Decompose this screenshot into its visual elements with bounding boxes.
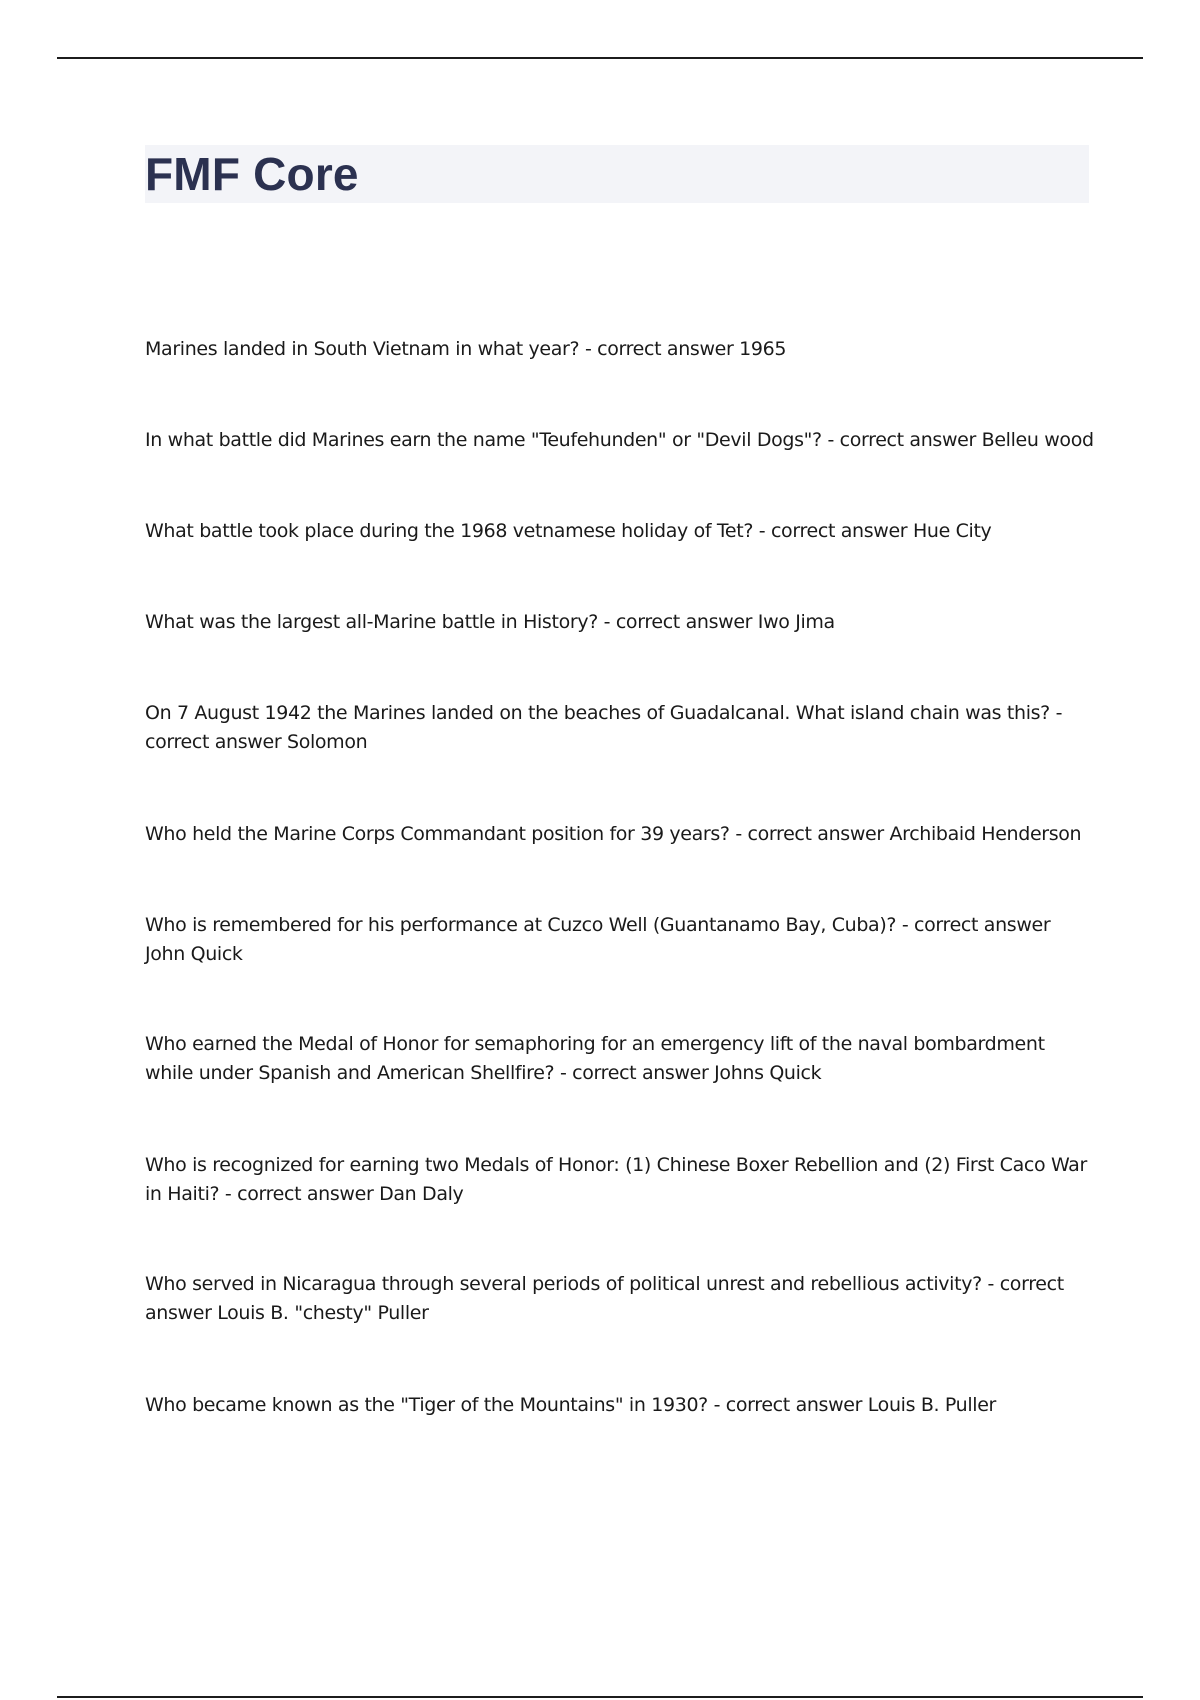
- qa-item-8: Who earned the Medal of Honor for semaphoring for an emergency lift of the naval bombardment while under Spanish and American Shellfire? - correct answer Johns Quick: [145, 1033, 1045, 1084]
- qa-item-1: Marines landed in South Vietnam in what year? - correct answer 1965: [145, 338, 787, 360]
- qa-item-3: What battle took place during the 1968 vetnamese holiday of Tet? - correct answer Hue City: [145, 520, 992, 542]
- qa-item-6: Who held the Marine Corps Commandant position for 39 years? - correct answer Archibaid Henderson: [145, 823, 1082, 845]
- qa-item-5: On 7 August 1942 the Marines landed on the beaches of Guadalcanal. What island chain was this? - correct answer Solomon: [145, 702, 1063, 753]
- qa-item-2: In what battle did Marines earn the name "Teufehunden" or "Devil Dogs"? - correct answer Belleu wood: [145, 429, 1094, 451]
- bottom-rule: [57, 1696, 1143, 1698]
- top-rule: [57, 57, 1143, 59]
- qa-item-11: Who became known as the "Tiger of the Mountains" in 1930? - correct answer Louis B. Puller: [145, 1394, 997, 1416]
- qa-item-9: Who is recognized for earning two Medals of Honor: (1) Chinese Boxer Rebellion and (2) First Caco War in Haiti? - correct answer Dan Daly: [145, 1154, 1087, 1205]
- document-title: FMF Core: [145, 148, 359, 200]
- qa-item-10: Who served in Nicaragua through several periods of political unrest and rebellious activity? - correct answer Louis B. "chesty" Puller: [145, 1273, 1064, 1324]
- qa-item-4: What was the largest all-Marine battle in History? - correct answer Iwo Jima: [145, 611, 835, 633]
- title-band: [145, 145, 1089, 203]
- qa-item-7: Who is remembered for his performance at Cuzco Well (Guantanamo Bay, Cuba)? - correct answer John Quick: [145, 914, 1051, 965]
